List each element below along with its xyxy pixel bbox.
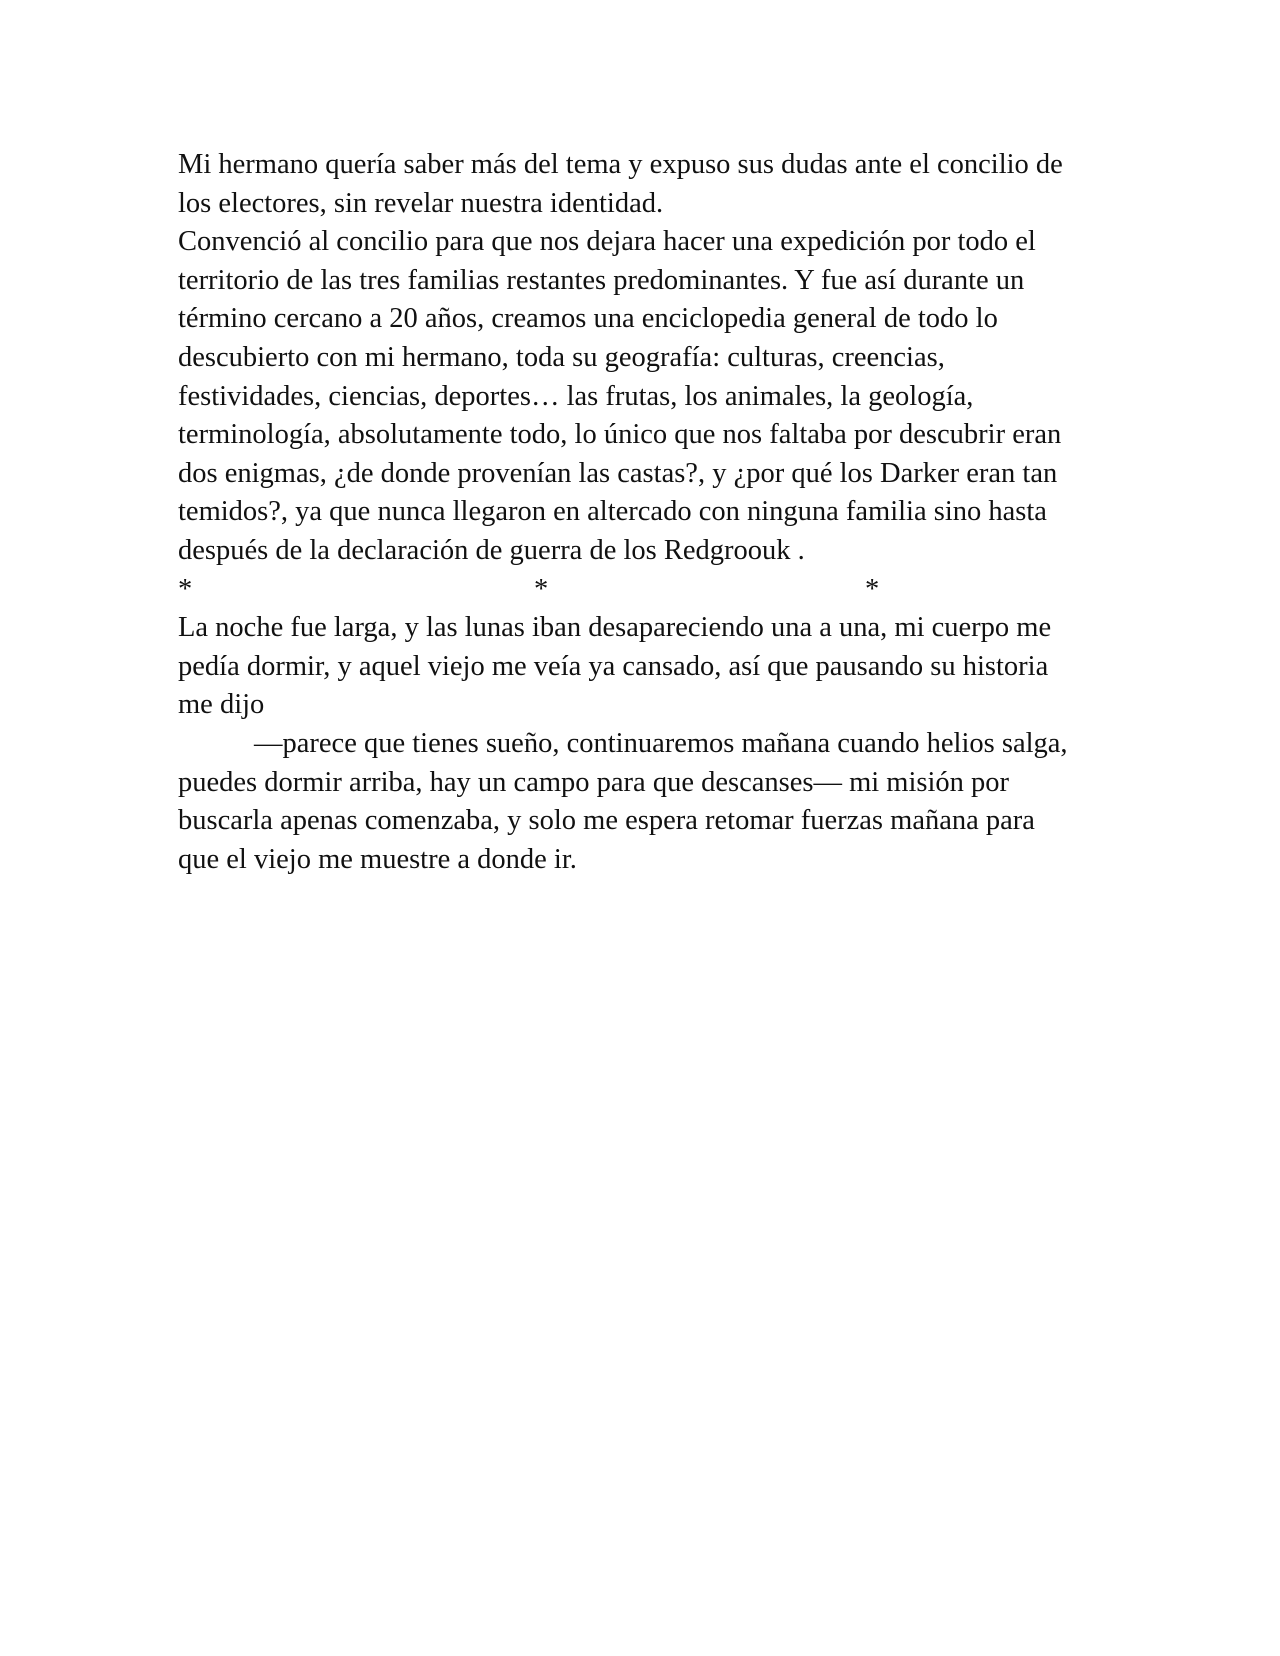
scene-break-separator xyxy=(178,571,1098,610)
text-line: después de la declaración de guerra de los Redgroouk . xyxy=(178,534,805,566)
text-line: terminología, absolutamente todo, lo único que nos faltaba por descubrir eran xyxy=(178,419,1062,451)
text-line: pedía dormir, y aquel viejo me veía ya cansado, así que pausando su historia xyxy=(178,650,1049,682)
text-line: puedes dormir arriba, hay un campo para que descanses— mi misión por xyxy=(178,766,1010,798)
text-line: Convenció al concilio para que nos dejara hacer una expedición por todo el xyxy=(178,226,1036,258)
asterisk: * xyxy=(534,573,549,605)
text-line: Mi hermano quería saber más del tema y expuso sus dudas ante el concilio de xyxy=(178,149,1063,180)
paragraph-4-dialogue xyxy=(178,725,1098,879)
text-line: —parece que tienes sueño, continuaremos mañana cuando helios salga, xyxy=(254,727,1068,759)
text-line: descubierto con mi hermano, toda su geografía: culturas, creencias, xyxy=(178,341,945,373)
paragraph-2 xyxy=(178,223,1098,570)
text-line: La noche fue larga, y las lunas iban desapareciendo una a una, mi cuerpo me xyxy=(178,612,1052,644)
text-line: dos enigmas, ¿de donde provenían las castas?, y ¿por qué los Darker eran tan xyxy=(178,457,1058,489)
text-line: festividades, ciencias, deportes… las frutas, los animales, la geología, xyxy=(178,380,974,412)
body-text xyxy=(178,146,1098,879)
text-line: término cercano a 20 años, creamos una enciclopedia general de todo lo xyxy=(178,303,998,335)
text-line: territorio de las tres familias restantes predominantes. Y fue así durante un xyxy=(178,264,1025,296)
text-line: me dijo xyxy=(178,689,265,721)
asterisk: * xyxy=(178,573,193,605)
text-line: temidos?, ya que nunca llegaron en altercado con ninguna familia sino hasta xyxy=(178,496,1047,528)
paragraph-3 xyxy=(178,609,1098,725)
text-line: buscarla apenas comenzaba, y solo me espera retomar fuerzas mañana para xyxy=(178,805,1035,837)
text-line: que el viejo me muestre a donde ir. xyxy=(178,843,577,875)
asterisk: * xyxy=(865,573,880,605)
paragraph-1 xyxy=(178,146,1098,223)
text-line: los electores, sin revelar nuestra identidad. xyxy=(178,187,664,219)
